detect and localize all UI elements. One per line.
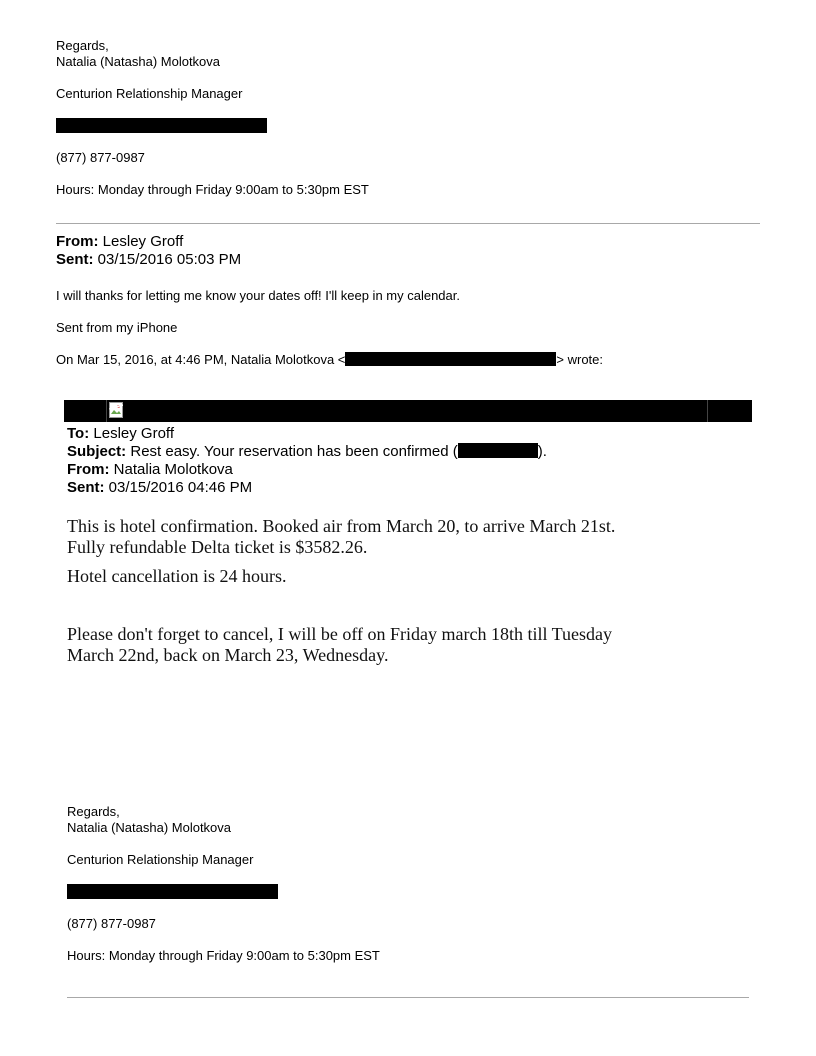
signature-hours: Hours: Monday through Friday 9:00am to 5:30pm EST — [56, 182, 369, 197]
signature-name: Natalia (Natasha) Molotkova — [67, 820, 232, 835]
signature-phone: (877) 877-0987 — [56, 150, 145, 165]
signature-title: Centurion Relationship Manager — [67, 852, 254, 867]
quoted-body-line: Fully refundable Delta ticket is $3582.26. — [67, 537, 368, 557]
signature-hours: Hours: Monday through Friday 9:00am to 5:30pm EST — [67, 948, 380, 963]
sent-label: Sent: — [67, 479, 105, 496]
banner-image-area — [106, 400, 708, 422]
redaction-bar — [56, 118, 267, 133]
quoted-body-line: March 22nd, back on March 23, Wednesday. — [67, 645, 389, 665]
redaction-bar — [67, 884, 278, 899]
from-value: Lesley Groff — [102, 233, 184, 250]
quoted-body-line: This is hotel confirmation. Booked air from March 20, to arrive March 21st. — [67, 516, 616, 536]
redaction-email — [345, 352, 556, 366]
quoted-body-line: Please don't forget to cancel, I will be off on Friday march 18th till Tuesday — [67, 624, 612, 644]
reply-from-line — [56, 233, 183, 251]
quoted-sent-line — [67, 479, 252, 497]
sent-from-device: Sent from my iPhone — [56, 320, 178, 335]
sent-label: Sent: — [56, 251, 94, 268]
broken-image-icon — [109, 402, 123, 418]
quote-prefix: On Mar 15, 2016, at 4:46 PM, Natalia Molotkova < — [56, 352, 346, 367]
reply-sent-line — [56, 251, 241, 269]
from-value: Natalia Molotkova — [113, 461, 233, 478]
sent-value: 03/15/2016 04:46 PM — [108, 479, 253, 496]
subject-value: Rest easy. Your reservation has been confirmed ( — [130, 443, 458, 460]
signature-regards: Regards, — [56, 38, 109, 53]
quote-suffix: > wrote: — [556, 352, 604, 367]
quoted-from-line — [67, 461, 233, 479]
subject-close: ). — [537, 443, 547, 460]
from-label: From: — [67, 461, 110, 478]
signature-name: Natalia (Natasha) Molotkova — [56, 54, 221, 69]
redaction-confirmation — [458, 443, 538, 458]
signature-phone: (877) 877-0987 — [67, 916, 156, 931]
to-label: To: — [67, 425, 90, 442]
sent-value: 03/15/2016 05:03 PM — [97, 251, 242, 268]
divider — [56, 223, 760, 224]
from-label: From: — [56, 233, 99, 250]
quoted-subject-line — [67, 443, 547, 461]
quoted-body-line: Hotel cancellation is 24 hours. — [67, 566, 287, 586]
quoted-to-line — [67, 425, 174, 443]
signature-regards: Regards, — [67, 804, 120, 819]
divider — [67, 997, 749, 998]
subject-label: Subject: — [67, 443, 127, 460]
reply-body: I will thanks for letting me know your dates off! I'll keep in my calendar. — [56, 288, 460, 303]
to-value: Lesley Groff — [93, 425, 174, 442]
quote-attribution — [56, 352, 603, 368]
signature-title: Centurion Relationship Manager — [56, 86, 243, 101]
